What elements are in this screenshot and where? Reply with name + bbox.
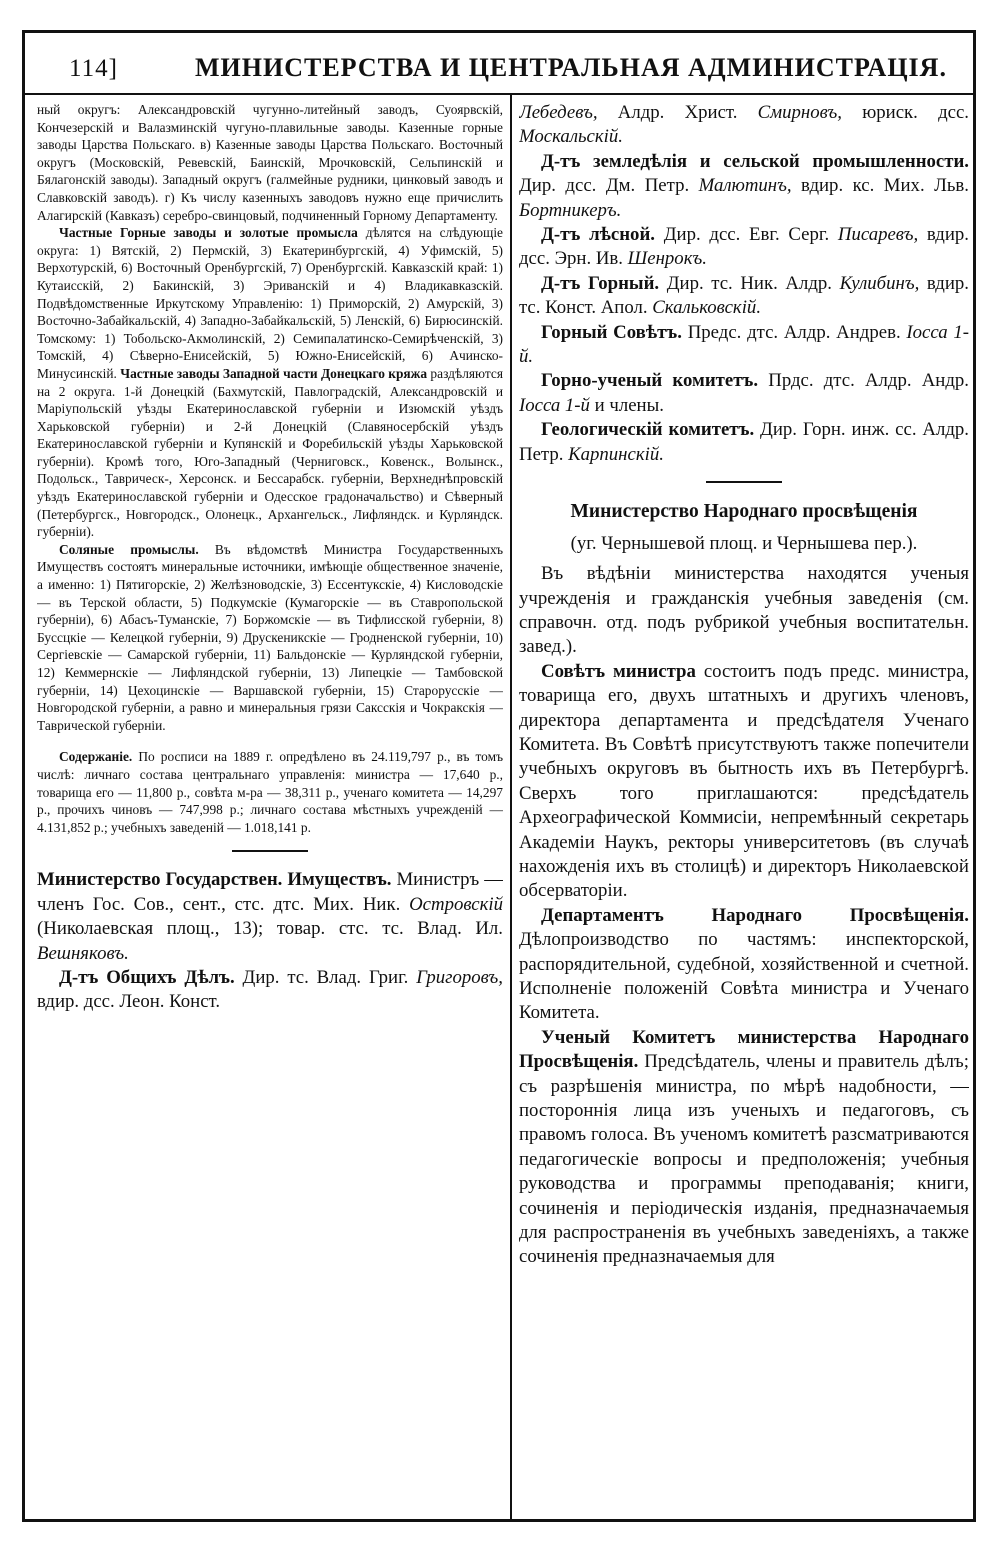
paragraph-budget: Содержаніе. По росписи на 1889 г. опредѣлено въ 24.119,797 р., въ томъ числѣ: личнаго состава центральнаго управленія: министра — 17,640 р., товарища его — 11,800 р., совѣта м-ра — 38,311 р., ученаго комитета — 14,297 р., прочихъ чиновъ — 747,998 р.; личнаго состава мѣстныхъ учрежденій — 4.131,852 р.; учебныхъ заведеній — 1.018,141 р. <box>37 749 503 835</box>
paragraph-ministry-state-property: Министерство Государствен. Имуществъ. Министръ — членъ Гос. Сов., сент., стс. дтс. Мих. Ник. Островскій (Николаевская площ., 13); товар. стс. тс. Влад. Ил. Вешняковъ. <box>37 869 503 964</box>
paragraph-education-dept: Департаментъ Народнаго Просвѣщенія. Дѣлопроизводство по частямъ: инспекторской, распорядительной, судебной, хозяйственной и счетной. Исполненіе положеній Совѣта министра и Ученаго Комитета. <box>519 904 969 1024</box>
paragraph-mining-council: Горный Совѣтъ. Предс. дтс. Алдр. Андрев. Iосса 1-й. <box>519 321 969 368</box>
paragraph-mining-committee: Горно-ученый комитетъ. Прдс. дтс. Алдр. Андр. Iосса 1-й и члены. <box>519 370 969 416</box>
paragraph-ministers-council: Совѣтъ министра состоитъ подъ предс. министра, товарища его, двухъ штатныхъ и другихъ членовъ, директора департамента и предсѣдателя Ученаго Комитета. Въ Совѣтѣ присутствуютъ также попечители учебныхъ округовъ въ бытность ихъ въ Петербургѣ. Сверхъ того приглашаются: предсѣдатель Археографической Коммисіи, непремѣнный секретарь Академіи Наукъ, ректоры университетовъ (въ случаѣ нахожденія ихъ въ столицѣ) и директоръ Николаевской обсерваторіи. <box>519 660 969 902</box>
ministry-address: (уг. Чернышевой площ. и Чернышева пер.). <box>570 533 918 555</box>
section-rule <box>232 850 308 852</box>
page-header <box>25 33 973 95</box>
column-divider <box>510 95 512 1519</box>
paragraph-geological-committee: Геологическій комитетъ. Дир. Горн. инж. сс. Алдр. Петр. Карпинскій. <box>519 419 969 465</box>
section-heading: Министерство Народнаго просвѣщенія <box>570 501 918 523</box>
left-column <box>37 101 503 1513</box>
paragraph-ministry-scope: Въ вѣдѣніи министерства находятся ученыя учрежденія и гражданскія учебныя заведенія (см. справочн. отд. подъ рубрикой учебныя воспитательн. завед.). <box>519 563 969 658</box>
paragraph-general-affairs: Д-тъ Общихъ Дѣлъ. Дир. тс. Влад. Григ. Григоровъ, вдир. дсс. Леон. Конст. <box>37 966 503 1013</box>
paragraph-mining-dept: Д-тъ Горный. Дир. тс. Ник. Алдр. Кулибинъ, вдир. тс. Конст. Апол. Скальковскій. <box>519 272 969 319</box>
paragraph-continuation: Лебедевъ, Алдр. Христ. Смирновъ, юриск. дсс. Москальскій. <box>519 102 969 148</box>
paragraph-scholarly-committee: Ученый Комитетъ министерства Народнаго Просвѣщенія. Предсѣдатель, члены и правитель дѣлъ; съ разрѣшенія министра, по мѣрѣ надобности, — постороннія лица изъ ученыхъ и педагоговъ, съ правомъ голоса. Въ ученомъ комитетѣ разсматриваются педагогическіе вопросы и предположенія; учебныя руководства и программы преподаванія; книги, сочиненія и періодическія изданія, предназначаемыя для распространенія въ учебныхъ заведеніяхъ, а также сочиненія предназначаемыя для <box>519 1026 969 1268</box>
paragraph-forestry: Д-тъ лѣсной. Дир. дсс. Евг. Серг. Писаревъ, вдир. дсс. Эрн. Ив. Шенрокъ. <box>519 224 969 270</box>
right-column <box>519 101 969 1513</box>
paragraph-state-works: ный округъ: Александровскій чугунно-литейный заводъ, Суоярвскій, Кончезерскій и Валазминскій чугуно-плавильные заводы. Казенные горные заводы Царства Польскаго. в) Казенные заводы Царства Польскаго. Восточный округъ (Московскій, Ревевскій, Баинскій, Мрочковскій, Сельпинскій и Бялагонскій заводы). Западный округъ (галмейные рудники, цинковый заводъ и Славковскій заводъ). г) Къ числу казенныхъ заводовъ нужно еще причислить Алагирскій (Кавказъ) серебро-свинцовый, подчиненный Горному Департаменту. <box>37 102 503 223</box>
running-title: МИНИСТЕРСТВА И ЦЕНТРАЛЬНАЯ АДМИНИСТРАЦІЯ. <box>195 53 947 82</box>
page-frame <box>22 30 976 1522</box>
paragraph-agriculture: Д-тъ земледѣлія и сельской промышленности. Дир. дсс. Дм. Петр. Малютинъ, вдир. кс. Мих. Льв. Бортникеръ. <box>519 150 969 221</box>
section-rule <box>706 481 782 483</box>
paragraph-private-works: Частные Горные заводы и золотые промысла дѣлятся на слѣдующіе округа: 1) Вятскій, 2) Пермскій, 3) Екатеринбургскій, 4) Уфимскій, 5) Верхотурскій, 6) Восточный Оренбургскій, 7) Оренбургскій. Кавказскій край: 1) Кутаисскій, 2) Бакинскій, 3) Эриванскій и 4) Владикавказскій. Подвѣдомственные Иркутскому Управленію: 1) Приморскій, 2) Амурскій, 3) Восточно-Забайкальскій, 4) Западно-Забайкальскій, 5) Ленскій, 6) Бирюсинскій. Томскому: 1) Тобольско-Акмолинскій, 2) Семипалатинско-Семирѣченскій, 3) Томскій, 4) Сѣверно-Енисейскій, 5) Южно-Енисейскій, 6) Ачинско-Минусинскій. Частные заводы Западной части Донецкаго кряжа раздѣляются на 2 округа. 1-й Донецкій (Бахмутскій, Павлоградскій, Александровскій и Маріупольскій уѣзды Екатеринославской губерніи и Изюмскій уѣздъ Харьковской губерніи) и 2-й Донецкій (Славяносербскій уѣздъ Екатеринославской губерніи и Купянскій и Форебильскій уѣзды Харьковской губерніи). Кромѣ того, Юго-Западный (Черниговск., Ковенск., Волынск., Подольск., Таврическ-, Херсонск. и Бессарабск. губерніи, Верхнеднѣпровскій уѣздъ Екатеринославской губерніи и Одесское градоначальство) и Сѣверный (Петербургск., Новгородск., Олонецк., Архангельск., Лифляндск. и Курляндск. губерніи). <box>37 225 503 540</box>
paragraph-salt-works: Соляные промыслы. Въ вѣдомствѣ Министра Государственныхъ Имуществъ состоятъ минеральные источники, имѣющіе общественное значеніе, а именно: 1) Пятигорскіе, 2) Желѣзноводскіе, 3) Ессентукскіе, 4) Кисловодскіе — въ Терской области, 5) Подкумскіе (Кумагорскіе — въ Ставропольской губерніи), 6) Абасъ-Туманскіе, 7) Боржомскіе — въ Тифлисской губерніи, 8) Буссцкіе — Келецкой губерніи, 9) Друскеникскіе — Гродненской губерніи, 10) Сергіевскіе — Самарской губерніи, 11) Бальдонскіе — Курляндской губерніи, 12) Кеммернскіе — Лифляндской губерніи, 13) Липецкіе — Тамбовской губерніи, 14) Цехоцинскіе — Варшавской губерніи, 15) Старорусскіе — Новгородской губерніи, а равно и минеральныя грязи Саксскія и Чокракскія — Таврической губерніи. <box>37 541 503 733</box>
page-number: 114] <box>69 55 118 82</box>
